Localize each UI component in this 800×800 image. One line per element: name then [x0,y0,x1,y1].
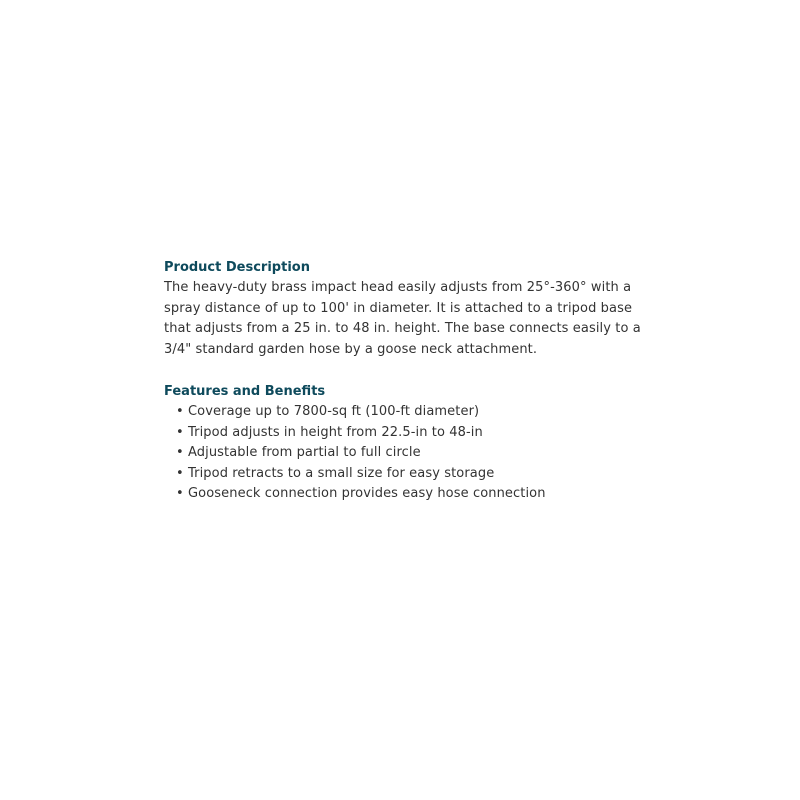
feature-item [176,423,634,444]
features-list [164,402,634,505]
feature-item [176,464,634,485]
feature-text: Tripod retracts to a small size for easy storage [188,465,495,481]
product-content [164,258,641,505]
bullet-icon: • [176,486,184,501]
feature-item [176,402,634,423]
bullet-icon: • [176,404,184,419]
product-description-text [164,278,641,360]
description-line: 3/4" standard garden hose by a goose neck attachment. [164,341,538,357]
feature-text: Tripod adjusts in height from 22.5-in to 48-in [188,424,483,440]
bullet-icon: • [176,424,184,440]
feature-item [176,443,634,464]
feature-text: Gooseneck connection provides easy hose connection [188,486,546,501]
feature-item [176,484,634,505]
description-line: The heavy-duty brass impact head easily adjusts from 25°-360° with a [164,280,632,295]
description-line: spray distance of up to 100' in diameter. It is attached to a tripod base [164,300,633,316]
description-line: that adjusts from a 25 in. to 48 in. height. The base connects easily to a [164,321,641,336]
features-heading: Features and Benefits [164,384,326,399]
product-description-heading: Product Description [164,260,310,275]
feature-text: Adjustable from partial to full circle [188,445,421,460]
bullet-icon: • [176,465,184,481]
feature-text: Coverage up to 7800-sq ft (100-ft diameter) [188,404,480,419]
bullet-icon: • [176,445,184,460]
